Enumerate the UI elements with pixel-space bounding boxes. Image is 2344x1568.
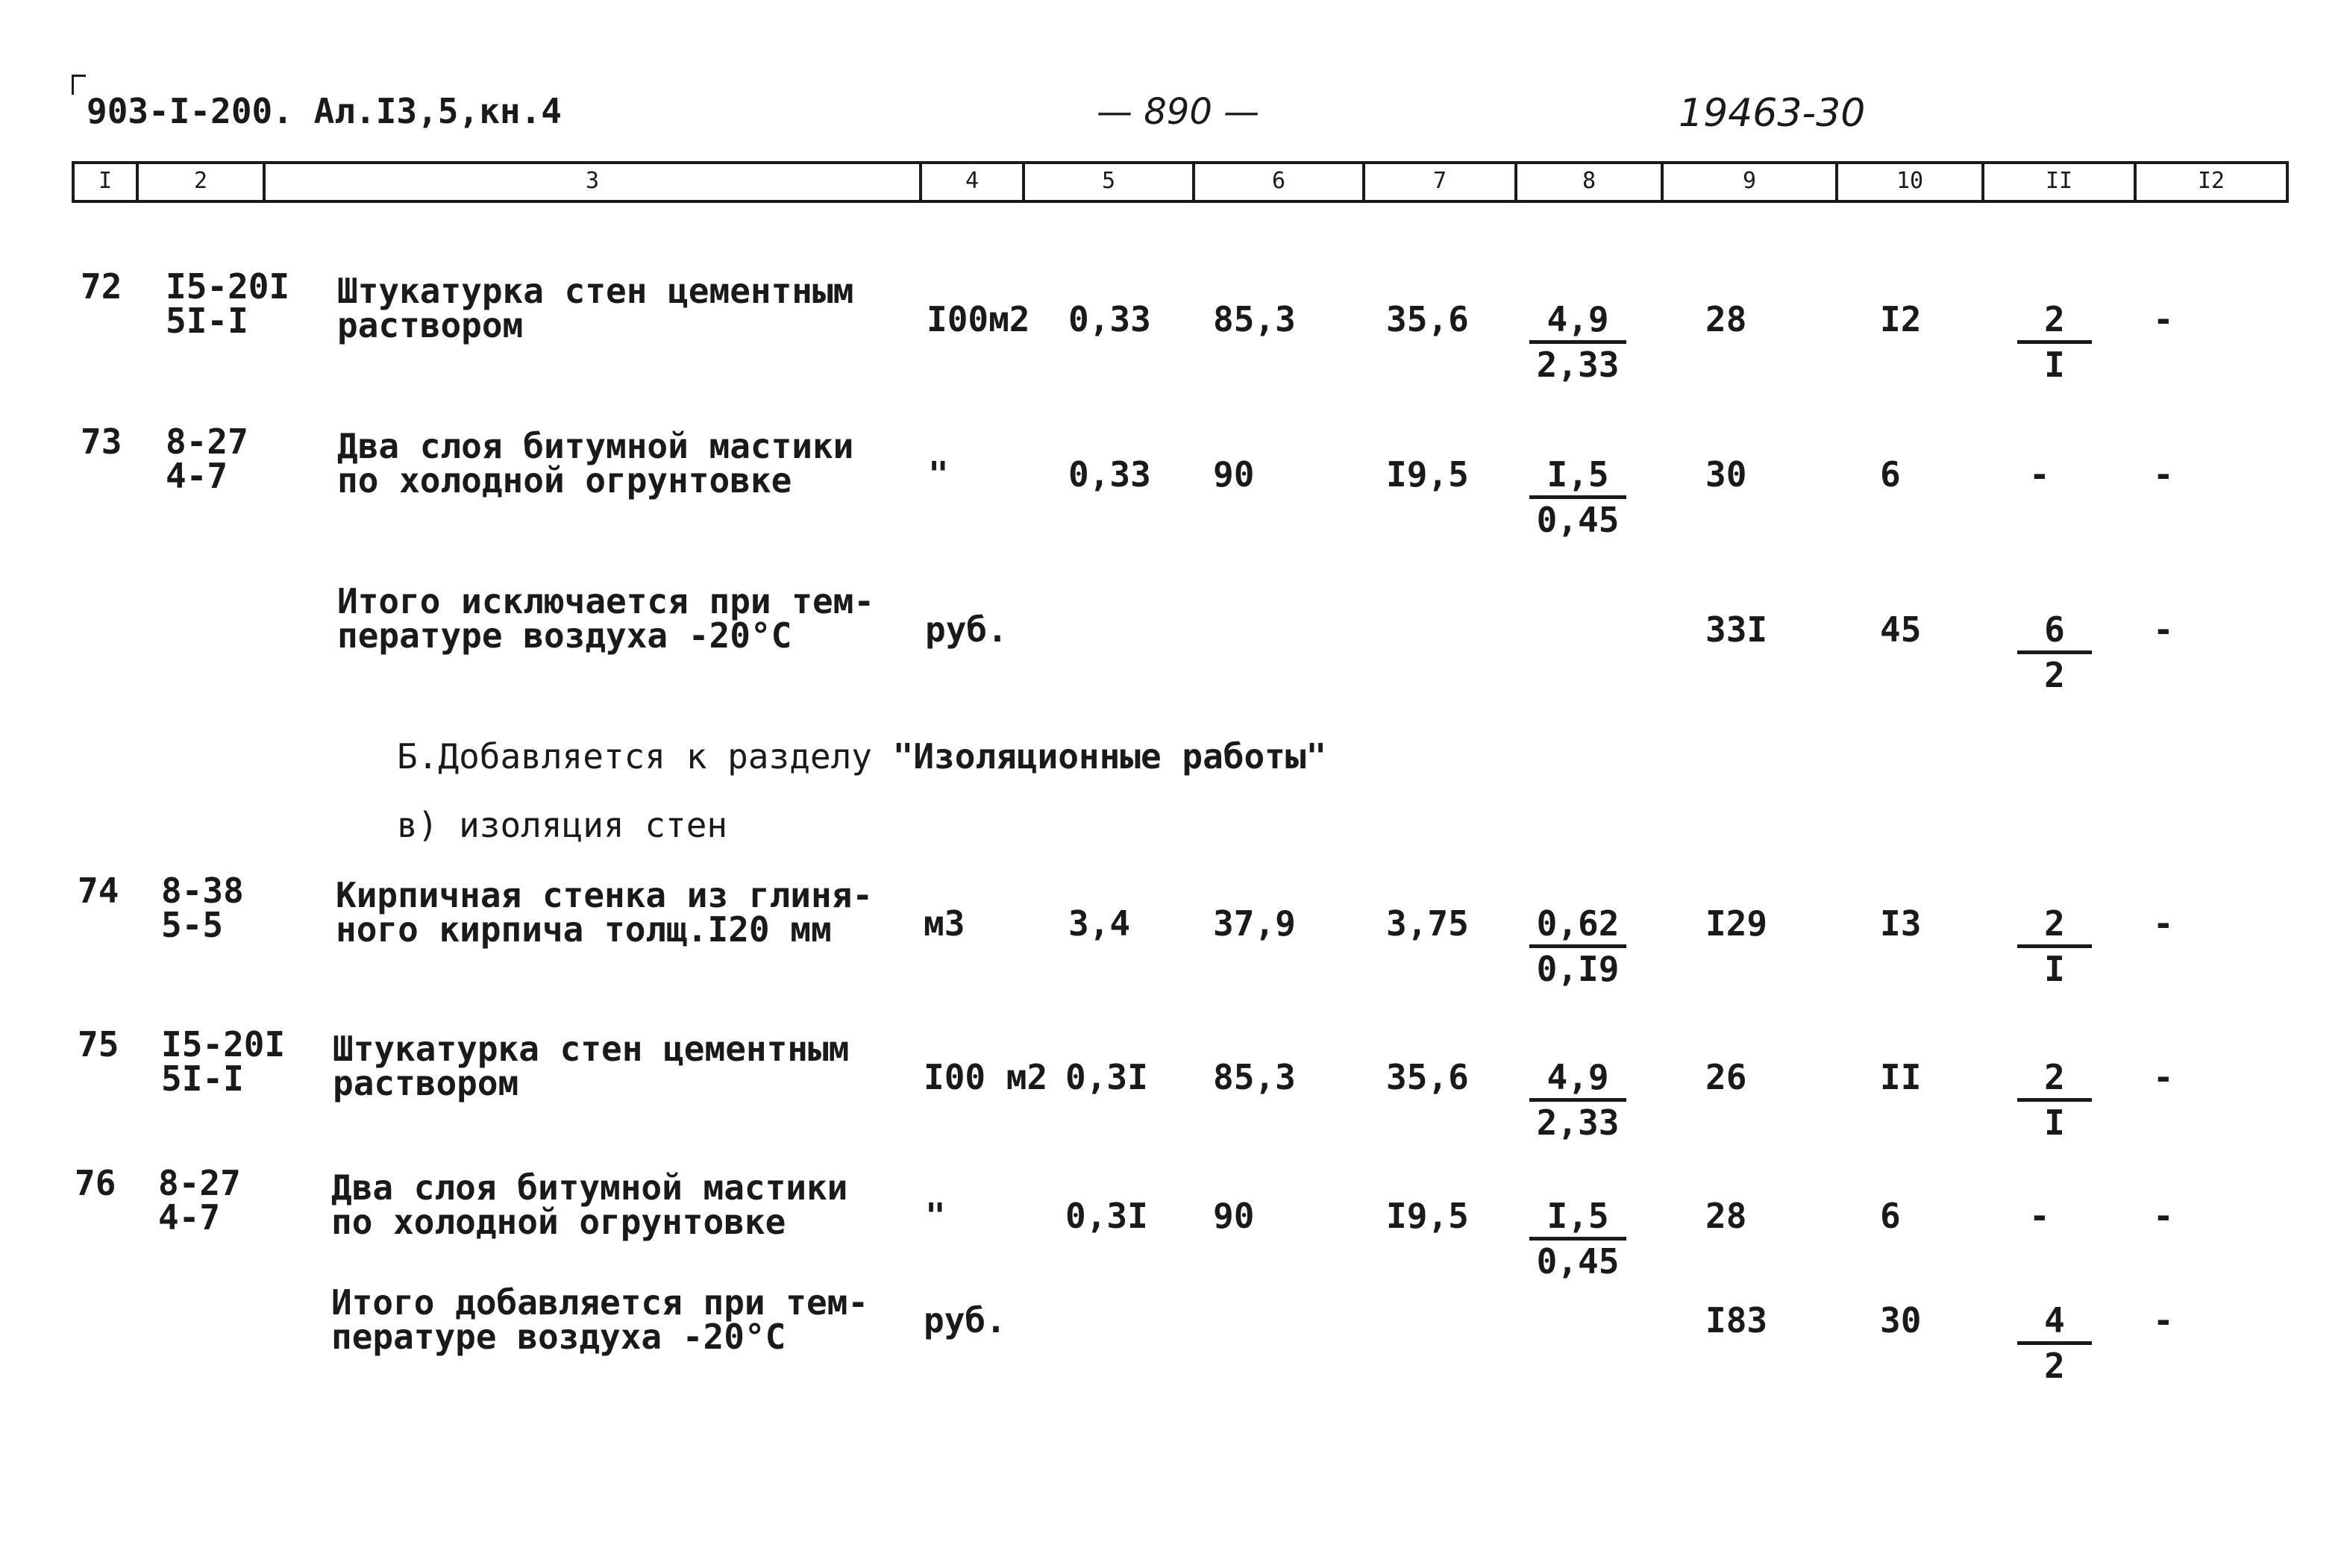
norm-code-bottom: 4-7: [158, 1197, 221, 1238]
column-header: 9: [1661, 164, 1835, 200]
col6-value: 90: [1213, 1196, 1255, 1236]
col8-denominator: 0,45: [1536, 1241, 1620, 1282]
column-header: I2: [2134, 164, 2286, 200]
norm-code-top: 8-38: [161, 871, 244, 911]
work-description: раствором: [333, 1063, 519, 1103]
col12-value: -: [2153, 454, 2174, 495]
col7-value: I9,5: [1386, 454, 1469, 495]
col11-denominator: I: [2044, 949, 2065, 989]
document-code: 903-I-200. Ал.I3,5,кн.4: [87, 91, 562, 131]
norm-code-bottom: 5I-I: [161, 1059, 244, 1099]
column-header: I: [98, 168, 113, 194]
col7-value: 35,6: [1386, 1057, 1469, 1097]
total-description: пературе воздуха -20°С: [331, 1317, 786, 1357]
norm-code-bottom: 5I-I: [166, 301, 248, 341]
col11-numerator: 2: [2017, 301, 2092, 344]
col10-value: 30: [1880, 1300, 1922, 1340]
work-description: по холодной огрунтовке: [331, 1202, 786, 1242]
col8-denominator: 2,33: [1536, 345, 1620, 385]
col11-fraction: [2017, 301, 2092, 383]
unit: руб.: [924, 1300, 1006, 1340]
col10-value: I3: [1880, 903, 1922, 944]
col8-denominator: 0,45: [1536, 500, 1620, 540]
quantity: 0,33: [1068, 454, 1151, 495]
col10-value: 6: [1880, 1196, 1901, 1236]
col9-value: 28: [1705, 299, 1747, 339]
work-description: Штукатурка стен цементным: [333, 1029, 850, 1069]
work-description: Два слоя битумной мастики: [337, 426, 854, 466]
section-title: "Изоляционные работы": [892, 736, 1327, 777]
column-header: 4: [919, 164, 1022, 200]
col11-denominator: 2: [2044, 655, 2065, 695]
col11-fraction: [2017, 1059, 2092, 1141]
col12-value: -: [2153, 1196, 2174, 1236]
work-description: ного кирпича толщ.I20 мм: [336, 909, 832, 950]
column-header: 5: [1022, 164, 1192, 200]
col12-value: -: [2153, 299, 2174, 339]
col8-fraction: [1529, 454, 1626, 540]
column-header: 8: [1514, 164, 1661, 200]
col12-value: -: [2153, 1057, 2174, 1097]
section-prefix: Б.Добавляется к разделу: [397, 736, 893, 777]
row-number: 74: [78, 871, 119, 911]
col10-value: 6: [1880, 454, 1901, 495]
norm-code-top: I5-20I: [161, 1024, 286, 1064]
unit: ": [928, 454, 949, 495]
column-header: 3: [263, 164, 919, 200]
unit: м3: [924, 903, 965, 944]
column-header: 2: [136, 164, 263, 200]
column-header: 7: [1362, 164, 1514, 200]
total-description: Итого добавляется при тем-: [331, 1282, 869, 1323]
col8-fraction: [1529, 1059, 1626, 1141]
norm-code-top: I5-20I: [166, 266, 290, 307]
col10-value: II: [1880, 1057, 1922, 1097]
row-number: 75: [78, 1024, 119, 1064]
col10-value: 45: [1880, 609, 1922, 650]
col8-numerator: 0,62: [1529, 906, 1626, 948]
col11-numerator: 2: [2017, 906, 2092, 948]
column-header: II: [1981, 164, 2134, 200]
col9-value: I29: [1705, 903, 1768, 944]
row-number: 73: [81, 421, 122, 462]
col9-value: 33I: [1705, 609, 1768, 650]
total-description: Итого исключается при тем-: [337, 581, 875, 621]
col11-fraction: [2017, 903, 2092, 989]
col6-value: 90: [1213, 454, 1255, 495]
column-header: 10: [1835, 164, 1981, 200]
quantity: 0,3I: [1065, 1057, 1148, 1097]
col9-value: 26: [1705, 1057, 1747, 1097]
col11-fraction: [2017, 609, 2092, 695]
col9-value: 28: [1705, 1196, 1747, 1236]
norm-code-top: 8-27: [158, 1163, 241, 1203]
col11-denominator: I: [2044, 1103, 2065, 1143]
subsection-heading: в) изоляция стен: [397, 805, 728, 845]
unit: руб.: [925, 609, 1008, 650]
col7-value: I9,5: [1386, 1196, 1469, 1236]
total-description: пературе воздуха -20°С: [337, 615, 792, 656]
col8-denominator: 2,33: [1536, 1103, 1620, 1143]
page-number: — 890 —: [1097, 91, 1260, 133]
col7-value: 3,75: [1386, 903, 1469, 944]
col8-fraction: [1529, 1196, 1626, 1282]
col8-denominator: 0,I9: [1536, 949, 1620, 989]
col7-value: 35,6: [1386, 299, 1469, 339]
col11-numerator: 2: [2017, 1059, 2092, 1102]
norm-code-bottom: 4-7: [166, 456, 228, 496]
col11-value: -: [2029, 454, 2050, 495]
col11-denominator: 2: [2044, 1346, 2065, 1386]
col8-numerator: 4,9: [1529, 1059, 1626, 1102]
col10-value: I2: [1880, 299, 1922, 339]
quantity: 0,33: [1068, 299, 1151, 339]
col8-fraction: [1529, 301, 1626, 383]
quantity: 3,4: [1068, 903, 1131, 944]
col9-value: 30: [1705, 454, 1747, 495]
work-description: Штукатурка стен цементным: [337, 271, 854, 311]
col11-value: -: [2029, 1196, 2050, 1236]
column-header: 6: [1192, 164, 1362, 200]
quantity: 0,3I: [1065, 1196, 1148, 1236]
col12-value: -: [2153, 1300, 2174, 1340]
work-description: Два слоя битумной мастики: [331, 1167, 848, 1208]
unit: I00м2: [927, 299, 1030, 339]
section-heading: [397, 736, 1327, 777]
col8-numerator: I,5: [1529, 1198, 1626, 1241]
col11-fraction: [2017, 1302, 2092, 1384]
norm-code-top: 8-27: [166, 421, 248, 462]
col11-denominator: I: [2044, 345, 2065, 385]
row-number: 72: [81, 266, 122, 307]
col11-numerator: 6: [2017, 612, 2092, 654]
corner-mark: [72, 75, 86, 95]
col8-numerator: I,5: [1529, 457, 1626, 499]
col8-fraction: [1529, 903, 1626, 989]
unit: ": [925, 1196, 946, 1236]
col8-numerator: 4,9: [1529, 301, 1626, 344]
inventory-number: 19463-30: [1679, 91, 1866, 136]
work-description: Кирпичная стенка из глиня-: [336, 875, 874, 915]
unit: I00 м2: [924, 1057, 1048, 1097]
row-number: 76: [75, 1163, 116, 1203]
col6-value: 85,3: [1213, 1057, 1296, 1097]
work-description: раствором: [337, 305, 524, 345]
col9-value: I83: [1705, 1300, 1768, 1340]
col12-value: -: [2153, 609, 2174, 650]
col6-value: 37,9: [1213, 903, 1296, 944]
work-description: по холодной огрунтовке: [337, 460, 792, 501]
norm-code-bottom: 5-5: [161, 905, 224, 945]
col12-value: -: [2153, 903, 2174, 944]
col6-value: 85,3: [1213, 299, 1296, 339]
col11-numerator: 4: [2017, 1302, 2092, 1345]
column-number-header: [72, 161, 2289, 203]
